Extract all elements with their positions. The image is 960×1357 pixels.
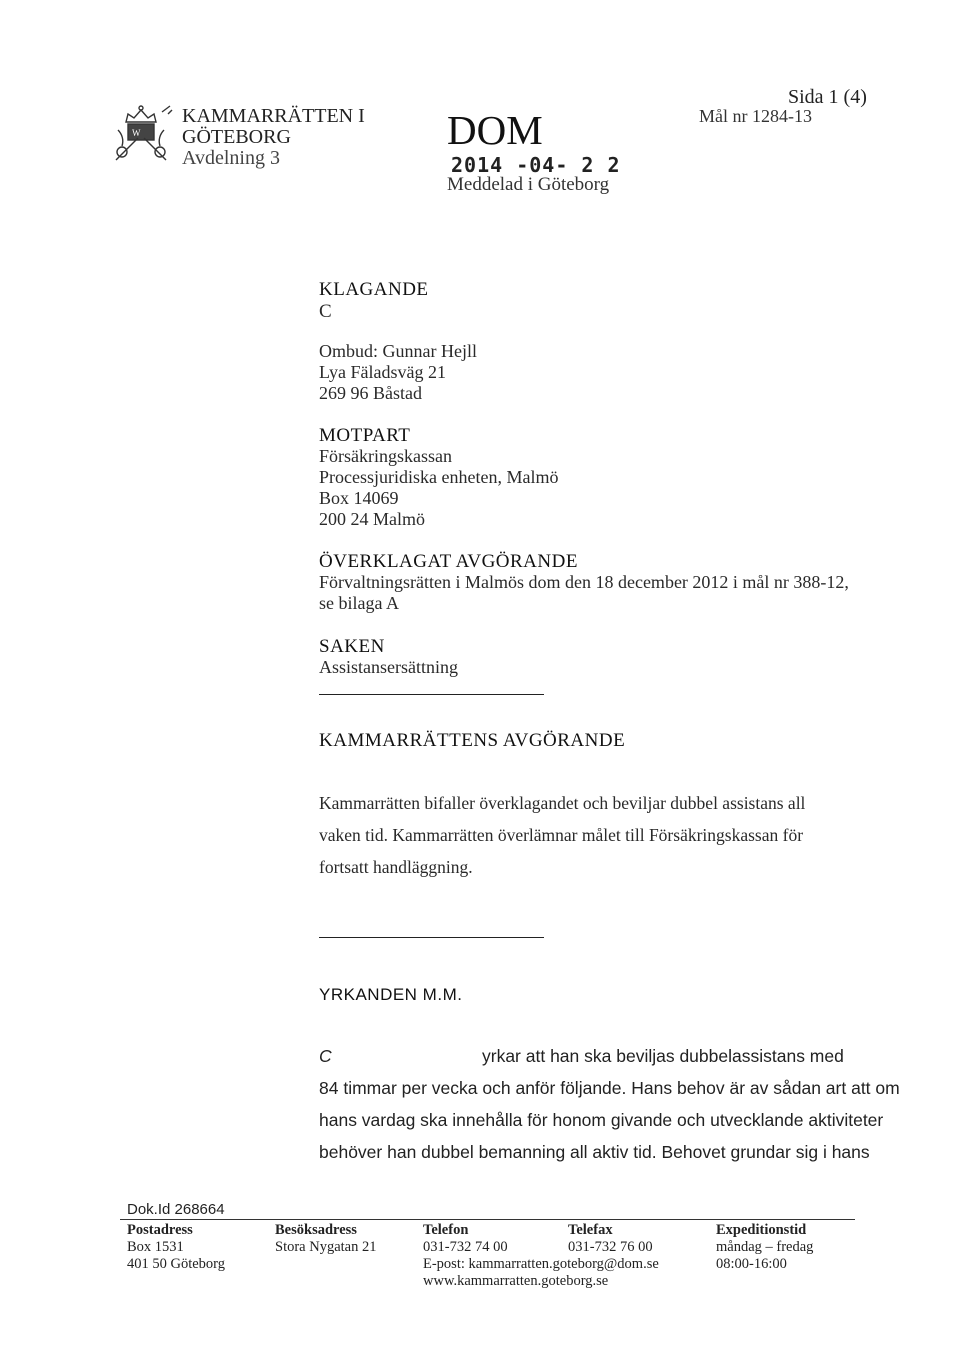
- postadress-line-1: Box 1531: [127, 1239, 184, 1255]
- date-stamp: 2014 -04- 2 2: [451, 153, 621, 177]
- section-divider: [319, 694, 544, 695]
- saken-section: [319, 636, 458, 678]
- overklagat-section: [319, 551, 849, 614]
- overklagat-heading: ÖVERKLAGAT AVGÖRANDE: [319, 551, 578, 572]
- avgorande-heading: KAMMARRÄTTENS AVGÖRANDE: [319, 730, 626, 751]
- klagande-name: C: [319, 301, 332, 322]
- postadress-label: Postadress: [127, 1222, 193, 1238]
- yrkanden-line-2: 84 timmar per vecka och anför följande. Hans behov är av sådan art att om: [319, 1078, 900, 1098]
- ombud-address-2: 269 96 Båstad: [319, 383, 422, 403]
- court-name-block: [182, 106, 365, 169]
- klagande-section: [319, 279, 477, 404]
- yrkanden-heading: YRKANDEN M.M.: [319, 985, 463, 1004]
- motpart-line-4: 200 24 Malmö: [319, 509, 425, 529]
- postadress-line-2: 401 50 Göteborg: [127, 1256, 226, 1272]
- court-name-line2: GÖTEBORG: [182, 126, 291, 148]
- division: Avdelning 3: [182, 147, 280, 169]
- telefax-label: Telefax: [568, 1222, 613, 1238]
- motpart-line-2: Processjuridiska enheten, Malmö: [319, 467, 559, 487]
- footer-besoksadress: [275, 1222, 376, 1256]
- section-divider: [319, 937, 544, 938]
- meddelad-place: Meddelad i Göteborg: [447, 174, 610, 195]
- motpart-line-3: Box 14069: [319, 488, 399, 508]
- ombud: Ombud: Gunnar Hejll: [319, 341, 477, 361]
- court-name-line1: KAMMARRÄTTEN I: [182, 105, 365, 127]
- motpart-section: [319, 425, 558, 530]
- yrkanden-party-name: C: [319, 1046, 332, 1066]
- telefax-number: 031-732 76 00: [568, 1239, 653, 1255]
- yrkanden-line-3: hans vardag ska innehålla för honom givande och utvecklande aktiviteter: [319, 1110, 884, 1130]
- expeditionstid-days: måndag – fredag: [716, 1239, 814, 1255]
- overklagat-line-1: Förvaltningsrätten i Malmös dom den 18 december 2012 i mål nr 388-12,: [319, 572, 849, 592]
- page-number: Sida 1 (4): [788, 86, 867, 108]
- case-number: Mål nr 1284-13: [699, 106, 812, 126]
- motpart-line-1: Försäkringskassan: [319, 446, 452, 466]
- avgorande-line-1: Kammarrätten bifaller överklagandet och beviljar dubbel assistans all: [319, 793, 806, 813]
- telefon-number: 031-732 74 00: [423, 1239, 508, 1255]
- besoksadress-label: Besöksadress: [275, 1222, 357, 1238]
- document-type: DOM: [447, 107, 543, 153]
- yrkanden-line-1: yrkar att han ska beviljas dubbelassistans med: [482, 1046, 844, 1066]
- avgorande-line-3: fortsatt handläggning.: [319, 857, 473, 877]
- document-id: Dok.Id 268664: [127, 1201, 225, 1218]
- yrkanden-line-4: behöver han dubbel bemanning all aktiv tid. Behovet grundar sig i hans: [319, 1142, 870, 1162]
- telefon-label: Telefon: [423, 1222, 469, 1238]
- overklagat-line-2: se bilaga A: [319, 593, 399, 613]
- footer-postadress: [127, 1222, 225, 1273]
- motpart-heading: MOTPART: [319, 425, 411, 446]
- court-emblem: [108, 100, 174, 164]
- footer-telefax: [568, 1222, 653, 1256]
- besoksadress-line-1: Stora Nygatan 21: [275, 1239, 377, 1255]
- crest-icon: [108, 100, 174, 164]
- footer-divider: [120, 1219, 855, 1220]
- footer-expeditionstid: [716, 1222, 813, 1273]
- avgorande-line-2: vaken tid. Kammarrätten överlämnar målet till Försäkringskassan för: [319, 825, 804, 845]
- svg-text:W: W: [132, 128, 141, 138]
- saken-heading: SAKEN: [319, 636, 385, 657]
- saken-text: Assistansersättning: [319, 657, 458, 677]
- web-address: www.kammarratten.goteborg.se: [423, 1273, 609, 1289]
- expeditionstid-label: Expeditionstid: [716, 1222, 807, 1238]
- klagande-heading: KLAGANDE: [319, 279, 429, 300]
- epost: E-post: kammarratten.goteborg@dom.se: [423, 1256, 659, 1272]
- expeditionstid-hours: 08:00-16:00: [716, 1256, 787, 1272]
- ombud-address-1: Lya Fäladsväg 21: [319, 362, 446, 382]
